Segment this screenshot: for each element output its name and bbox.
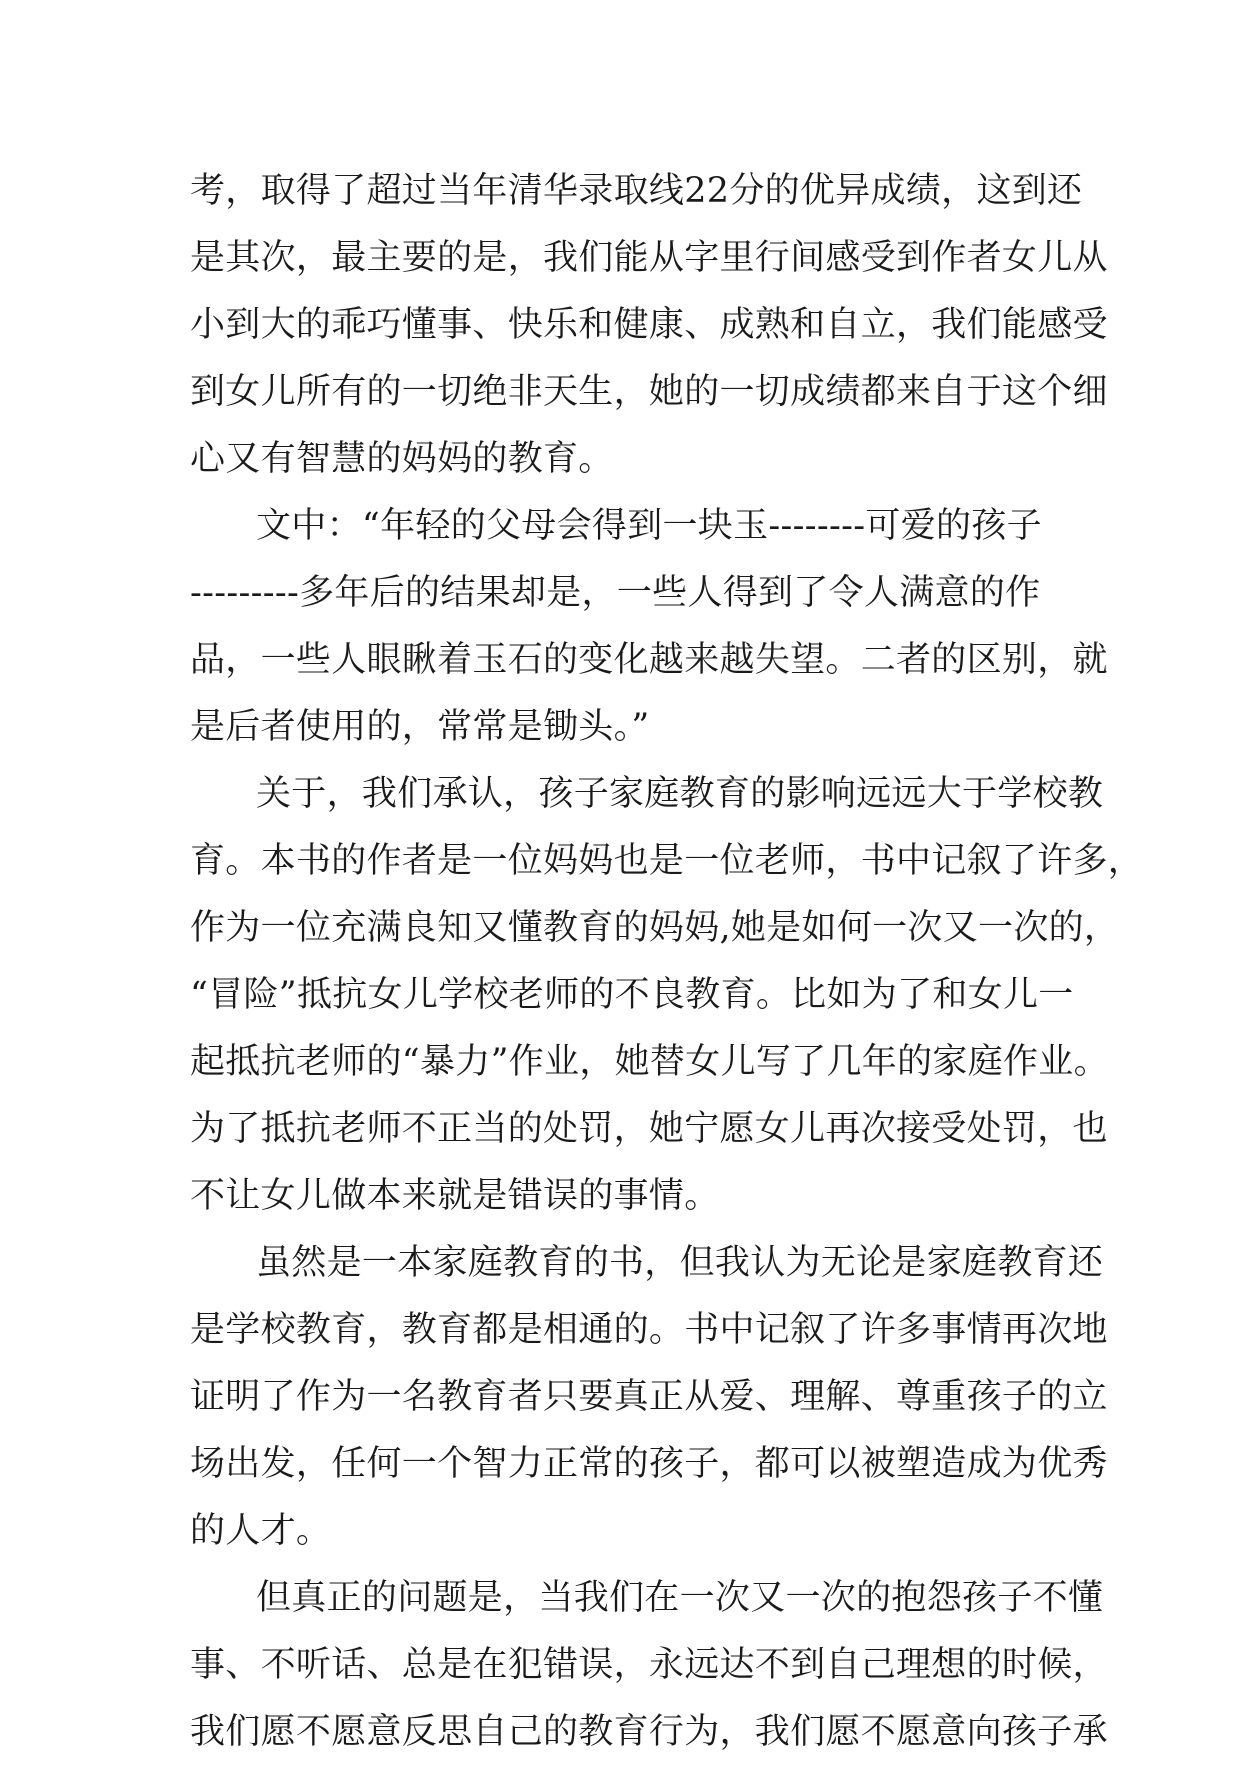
text-line: 不让女儿做本来就是错误的事情。 [190,1176,720,1216]
text-line: 场出发，任何一个智力正常的孩子，都可以被塑造成为优秀 [190,1444,1108,1484]
text-line: ---------多年后的结果却是，一些人得到了令人满意的作 [190,573,1041,613]
text-line: 育。本书的作者是一位妈妈也是一位老师，书中记叙了许多， [190,841,1144,881]
text-line: 品，一些人眼瞅着玉石的变化越来越失望。二者的区别，就 [190,640,1108,680]
text-line: 心又有智慧的妈妈的教育。 [190,439,614,479]
text-line: 事、不听话、总是在犯错误，永远达不到自己理想的时候， [190,1645,1108,1685]
text-line: 为了抵抗老师不正当的处罚，她宁愿女儿再次接受处罚，也 [190,1109,1108,1149]
paragraph-start-line: 文中：“年轻的父母会得到一块玉--------可爱的孩子 [256,506,1042,546]
text-line: 小到大的乖巧懂事、快乐和健康、成熟和自立，我们能感受 [190,305,1108,345]
text-line: 到女儿所有的一切绝非天生，她的一切成绩都来自于这个细 [190,372,1108,412]
text-line: 作为一位充满良知又懂教育的妈妈,她是如何一次又一次的， [190,908,1120,948]
text-line: 的人才。 [190,1511,332,1551]
text-line: 是其次，最主要的是，我们能从字里行间感受到作者女儿从 [190,238,1108,278]
text-line: 是后者使用的，常常是锄头。” [190,707,650,747]
paragraph-start-line: 关于，我们承认，孩子家庭教育的影响远远大于学校教 [256,774,1104,814]
document-body [190,158,1144,1766]
paragraph-start-line: 但真正的问题是，当我们在一次又一次的抱怨孩子不懂 [256,1578,1104,1618]
text-line: 是学校教育，教育都是相通的。书中记叙了许多事情再次地 [190,1310,1108,1350]
text-line: 考，取得了超过当年清华录取线22分的优异成绩，这到还 [190,171,1083,211]
text-line: 起抵抗老师的“暴力”作业，她替女儿写了几年的家庭作业。 [190,1042,1109,1082]
text-line: “冒险”抵抗女儿学校老师的不良教育。比如为了和女儿一 [190,975,1074,1015]
text-line: 我们愿不愿意反思自己的教育行为，我们愿不愿意向孩子承 [190,1712,1108,1752]
paragraph-start-line: 虽然是一本家庭教育的书，但我认为无论是家庭教育还 [256,1243,1104,1283]
text-line: 证明了作为一名教育者只要真正从爱、理解、尊重孩子的立 [190,1377,1108,1417]
